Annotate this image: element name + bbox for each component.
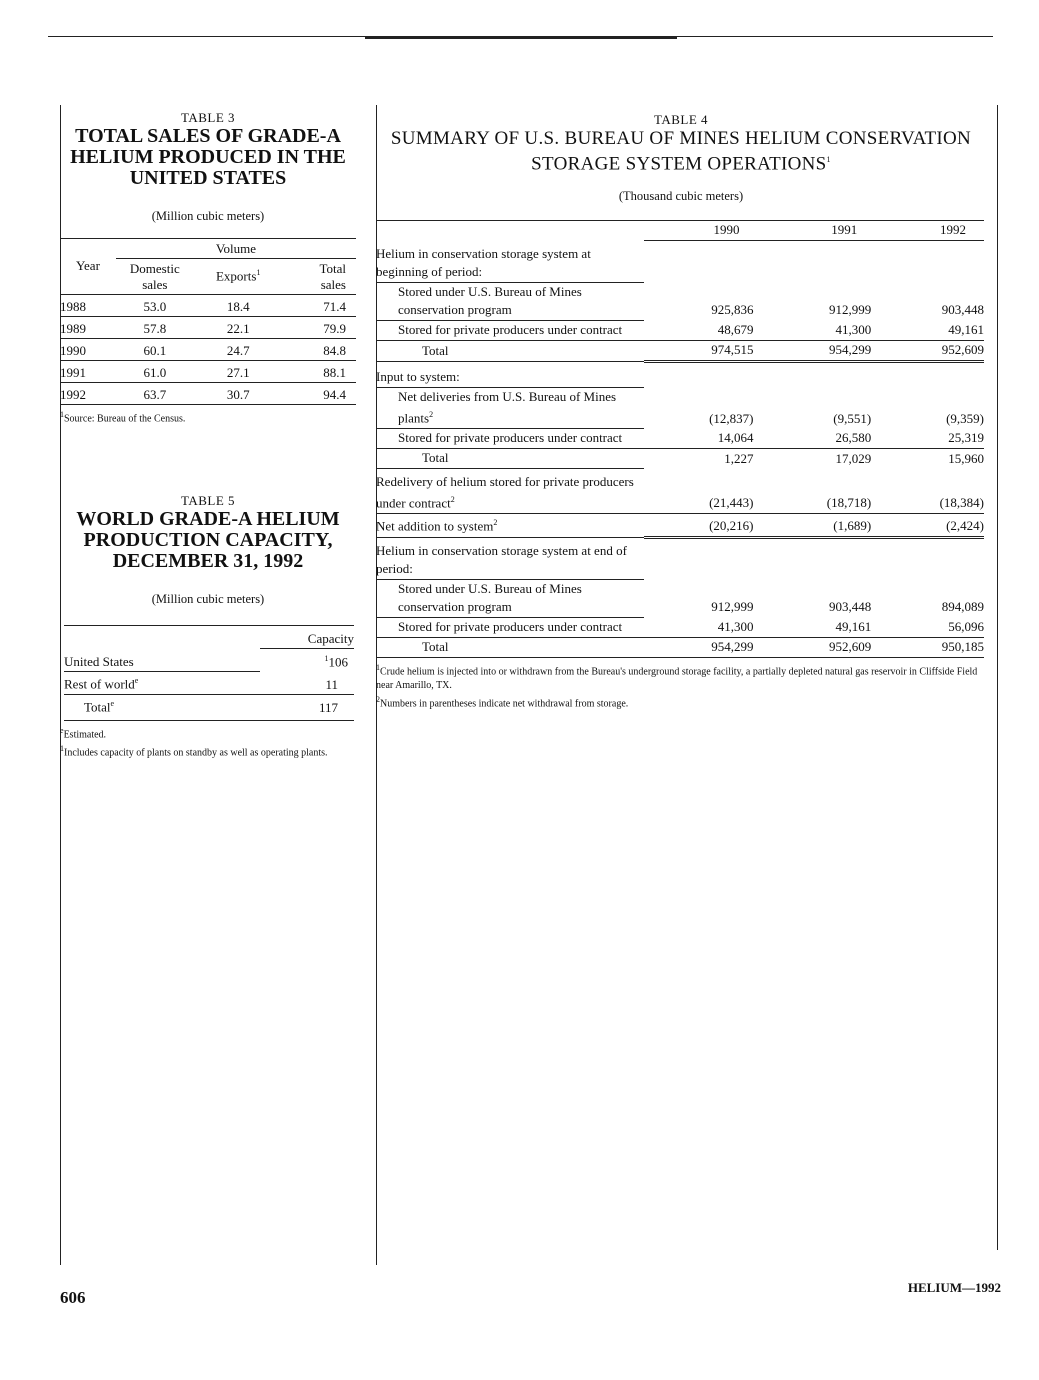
row-label: Stored for private producers under contract — [376, 429, 644, 449]
col-domestic-header — [116, 259, 194, 295]
row-label: Total — [376, 449, 644, 469]
section-row — [376, 361, 984, 387]
cell-1992: 894,089 — [941, 599, 984, 615]
table-5-grid — [64, 625, 354, 717]
table-5-footnote-estimated: $^e$Estimated. — [60, 725, 107, 740]
cell-1990: 1,227 — [724, 450, 754, 466]
col-domestic-line-2: sales — [142, 277, 168, 292]
cell-exports: 22.1 — [194, 317, 283, 339]
table-5-label: TABLE 5 — [180, 493, 236, 508]
cell-capacity-value: 106 — [328, 654, 348, 669]
table-row — [376, 387, 984, 428]
row-label-text: Redelivery of helium stored for private producers under contract — [376, 474, 634, 511]
cell-capacity: 11 — [260, 671, 354, 694]
cell-1991: 903,448 — [828, 599, 872, 615]
cell-total: 79.9 — [283, 317, 356, 339]
cell-year: 1990 — [60, 339, 116, 361]
cell-year: 1992 — [60, 383, 116, 405]
section-begin-label: Helium in conservation storage system at beginning of period: — [376, 241, 644, 283]
cell-1990: (12,837) — [709, 410, 754, 426]
top-rule-thick — [365, 37, 677, 39]
cell-1990: 925,836 — [711, 302, 754, 318]
cell-1992: (18,384) — [871, 469, 984, 514]
col-domestic-line-1: Domestic — [129, 261, 180, 276]
table-5 — [60, 493, 356, 760]
table-5-footnote-1-text: Includes capacity of plants on standby as well as operating plants. — [64, 747, 328, 759]
table-3-unit: (Million cubic meters) — [151, 209, 265, 223]
cell-capacity: 117 — [318, 699, 338, 715]
section-input-label: Input to system: — [376, 361, 644, 387]
cell-domestic: 53.0 — [116, 295, 194, 317]
table-row — [376, 282, 984, 320]
table-row — [60, 339, 356, 361]
cell-domestic: 57.8 — [116, 317, 194, 339]
cell-1991: (1,689) — [754, 514, 872, 537]
row-label: Redelivery of helium stored for private producers under contract$^2$ — [376, 469, 644, 514]
table-3 — [60, 110, 356, 426]
table-row — [376, 514, 984, 537]
cell-1992: (9,359) — [946, 410, 984, 426]
cell-domestic: 63.7 — [116, 383, 194, 405]
blank-cell — [644, 537, 754, 579]
table-4-grid — [376, 220, 984, 657]
cell-1991: (18,718) — [754, 469, 872, 514]
cell-1990: 41,300 — [644, 617, 754, 637]
cell-year: 1988 — [60, 295, 116, 317]
row-label: Stored for private producers under contract — [376, 320, 644, 340]
table-5-unit: (Million cubic meters) — [151, 592, 265, 606]
table-3-grid — [60, 238, 356, 405]
table-5-bottom-rule — [64, 720, 354, 721]
section-end-label: Helium in conservation storage system at end of period: — [376, 537, 644, 579]
cell-1991: 41,300 — [754, 320, 872, 340]
cell-year: 1989 — [60, 317, 116, 339]
cell-1991: 26,580 — [754, 429, 872, 449]
row-label: Total — [376, 637, 644, 657]
volume-group-header: Volume — [116, 239, 356, 259]
cell-label-text: Total — [84, 699, 111, 715]
cell-1992: 15,960 — [948, 450, 984, 466]
cell-1992: 25,319 — [871, 429, 984, 449]
running-title: HELIUM—1992 — [907, 1280, 1001, 1295]
cell-domestic: 60.1 — [116, 339, 194, 361]
cell-total: 84.8 — [283, 339, 356, 361]
table-3-title-line-1: TOTAL SALES OF GRADE-A — [75, 125, 341, 147]
table-row — [60, 295, 356, 317]
cell-1992: 903,448 — [941, 302, 984, 318]
total-row — [376, 340, 984, 361]
table-4-title-line-2-text: STORAGE SYSTEM OPERATIONS — [531, 153, 827, 175]
col-1990-header: 1990 — [644, 221, 754, 241]
cell-1990: 974,515 — [644, 340, 754, 361]
blank-header — [64, 626, 260, 649]
cell-total: 94.4 — [283, 383, 356, 405]
cell-exports: 30.7 — [194, 383, 283, 405]
blank-cell — [754, 537, 872, 579]
cell-1991: (9,551) — [833, 410, 872, 426]
col-1992-header: 1992 — [871, 221, 984, 241]
cell-1991: 17,029 — [835, 450, 872, 466]
cell-1991: 912,999 — [828, 302, 872, 318]
cell-1991: 954,299 — [754, 340, 872, 361]
col-total-line-1: Total — [319, 261, 346, 276]
cell-1991: 952,609 — [754, 637, 872, 657]
cell-capacity: $^1$106 — [324, 653, 348, 669]
cell-1990: 48,679 — [644, 320, 754, 340]
cell-label-text: Rest of world — [64, 676, 135, 692]
cell-domestic: 61.0 — [116, 361, 194, 383]
blank-cell — [871, 361, 984, 387]
cell-exports: 24.7 — [194, 339, 283, 361]
row-label-text: Net deliveries from U.S. Bureau of Mines plants — [398, 388, 617, 426]
table-row — [376, 320, 984, 340]
table-4-title-line-1: SUMMARY OF U.S. BUREAU OF MINES HELIUM CONSERVATION — [390, 128, 972, 149]
table-row — [376, 469, 984, 514]
table-5-title-line-1: WORLD GRADE-A HELIUM — [76, 508, 340, 530]
table-5-title-line-2: PRODUCTION CAPACITY, — [83, 529, 333, 551]
cell-total: 71.4 — [283, 295, 356, 317]
table-row — [64, 671, 354, 694]
table-row — [60, 383, 356, 405]
table-row — [376, 579, 984, 617]
blank-cell — [644, 361, 754, 387]
cell-year: 1991 — [60, 361, 116, 383]
cell-1990: (21,443) — [644, 469, 754, 514]
table-row — [64, 649, 354, 672]
col-total-header — [283, 259, 356, 295]
table-5-footnote-estimated-text: Estimated. — [63, 728, 107, 740]
table-row — [376, 429, 984, 449]
table-row — [60, 361, 356, 383]
cell-1992: (2,424) — [871, 514, 984, 537]
col-exports-header: Exports$^1$ — [194, 259, 283, 295]
cell-label: Rest of world$^e$ — [64, 671, 260, 694]
col-total-line-2: sales — [320, 277, 346, 292]
row-label: Stored under U.S. Bureau of Mines conservation program — [376, 579, 644, 617]
table-row — [60, 317, 356, 339]
blank-cell — [754, 361, 872, 387]
col-capacity-header: Capacity — [260, 626, 354, 649]
table-3-title-line-2: HELIUM PRODUCED IN THE — [70, 146, 346, 168]
cell-label: Total$^e$ — [84, 699, 115, 715]
section-row — [376, 241, 984, 283]
table-4-title-line-2: STORAGE SYSTEM OPERATIONS$^1$ — [531, 153, 831, 175]
total-row — [376, 637, 984, 657]
cell-1990: 14,064 — [644, 429, 754, 449]
cell-1990: (20,216) — [644, 514, 754, 537]
section-row — [376, 537, 984, 579]
blank-cell — [871, 241, 984, 283]
row-label-text: Net addition to system — [376, 518, 494, 534]
table-5-footnote-1: $^1$Includes capacity of plants on standby as well as operating plants. — [60, 743, 328, 759]
cell-total: 88.1 — [283, 361, 356, 383]
page-number: 606 — [60, 1288, 86, 1307]
table-4-footnote-1-text: Crude helium is injected into or withdrawn from the Bureau's underground storage facility, a partially depleted natural gas reservoir in Cliffside Field near Amarillo, TX. — [376, 666, 978, 692]
cell-1990: 954,299 — [644, 637, 754, 657]
table-4-footnote-1: $^1$Crude helium is injected into or withdrawn from the Bureau's underground storage facility, a partially depleted natural gas reservoir in Cliffside Field near Amarillo, TX. — [376, 662, 978, 692]
table-3-title-line-3: UNITED STATES — [129, 167, 287, 189]
cell-1992: 950,185 — [871, 637, 984, 657]
cell-exports: 18.4 — [194, 295, 283, 317]
cell-1992: 952,609 — [871, 340, 984, 361]
cell-1992: 49,161 — [871, 320, 984, 340]
table-4-footnote-2: $^2$Numbers in parentheses indicate net withdrawal from storage. — [376, 695, 629, 710]
col-year-header: Year — [60, 239, 116, 295]
col-1991-header: 1991 — [754, 221, 872, 241]
cell-label: United States — [64, 649, 260, 672]
row-label: Net addition to system$^2$ — [376, 514, 644, 537]
table-row — [376, 617, 984, 637]
table-4-label: TABLE 4 — [653, 112, 709, 127]
row-label: Net deliveries from U.S. Bureau of Mines plants$^2$ — [376, 387, 644, 428]
cell-exports: 27.1 — [194, 361, 283, 383]
table-3-footnote-text: Source: Bureau of the Census. — [64, 413, 186, 425]
row-label: Total — [376, 340, 644, 361]
table-4 — [376, 112, 986, 711]
blank-cell — [644, 241, 754, 283]
row-label: Stored for private producers under contract — [376, 617, 644, 637]
table-4-unit: (Thousand cubic meters) — [618, 189, 744, 204]
table-4-footnote-2-text: Numbers in parentheses indicate net withdrawal from storage. — [380, 698, 629, 710]
cell-1991: 49,161 — [754, 617, 872, 637]
blank-cell — [754, 241, 872, 283]
total-row — [376, 449, 984, 469]
col-exports-label: Exports — [215, 268, 257, 284]
row-label: Stored under U.S. Bureau of Mines conservation program — [376, 282, 644, 320]
table-5-title-line-3: DECEMBER 31, 1992 — [112, 550, 304, 572]
table-row — [64, 694, 354, 717]
blank-header — [376, 221, 644, 241]
table-3-footnote: $^1$Source: Bureau of the Census. — [60, 410, 186, 425]
right-margin-rule — [997, 105, 998, 1250]
table-3-label: TABLE 3 — [180, 110, 236, 125]
cell-1992: 56,096 — [871, 617, 984, 637]
blank-cell — [871, 537, 984, 579]
cell-1990: 912,999 — [711, 599, 754, 615]
